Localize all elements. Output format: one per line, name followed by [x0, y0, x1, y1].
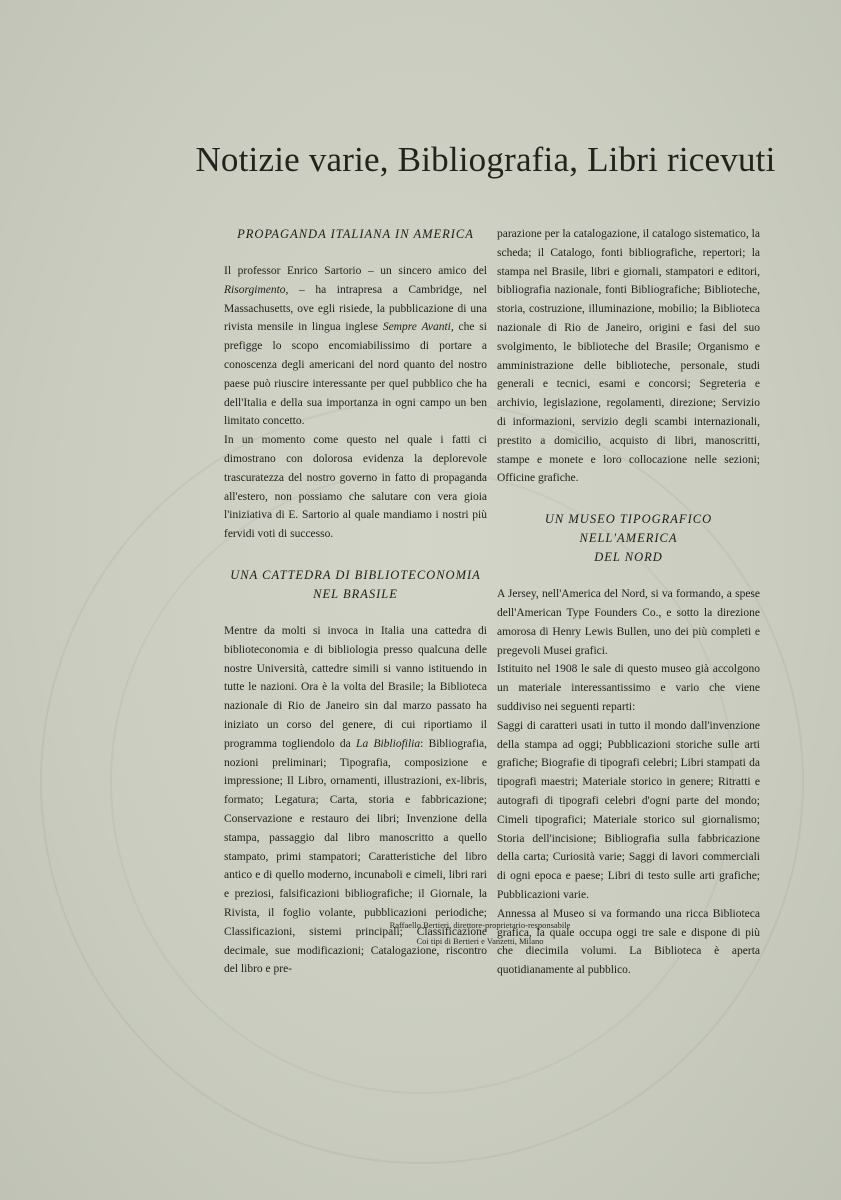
heading-line: UNA CATTEDRA DI BIBLIOTECONOMIA [230, 567, 481, 582]
section-heading-propaganda: PROPAGANDA ITALIANA IN AMERICA [237, 227, 474, 241]
text-run: : Bibliografia, nozioni preliminari; Tipografia, composizione e impressione; Il Libro, ornamenti, illustrazioni, ex-libris, formato; Legatura; Carta, storia e fabbricazione; Conservazione e restauro dei libri; Invenzione della stampa, passaggio dal libro manoscritto a quello stampato, primi stampatori; Caratteristiche del libro antico e di quello moderno, incunaboli e cimeli, libri rari e preziosi, falsificazioni bibliografiche; il Giornale, la Rivista, il foglio volante, pubblicazioni periodiche; Classificazioni, sistemi principali; Classificazione decimale, sue modificazioni; Catalogazione, riscontro del libro e pre- [224, 737, 488, 976]
footer-publisher-line: Raffaello Bertieri, direttore-proprietario-responsabile [389, 920, 571, 930]
paragraph-cattedra-continuation: parazione per la catalogazione, il catalogo sistematico, la scheda; il Catalogo, fonti bibliografiche, repertori; la stampa nel Brasile, libri e giornali, stampatori e editori, bibliografia nazionale, fonti Bibliografiche; Biblioteche, storia, costruzione, illuminazione, mobilio; la Biblioteca nazionale di Rio de Janeiro, origini e fasi del suo svolgimento, le biblioteche del Brasile; Organismo e amministrazione delle biblioteche, personale, studi generali e tecnici, esami e concorsi; Segreteria e archivio, legislazione, regolamenti, direzione; Servizio di informazioni, servizio degli scambi internazionali, prestito a domicilio, acquisto di libri, manoscritti, stampe e monete e loro collocazione nelle sezioni; Officine grafiche. [497, 228, 760, 485]
paragraph-museo-jersey: A Jersey, nell'America del Nord, si va formando, a spese dell'American Type Founders Co., e sotto la direzione amorosa di Henry Lewis Bullen, uno dei più completi e pregevoli Musei grafici. [497, 588, 760, 657]
paragraph-museo-biblioteca: Annessa al Museo si va formando una ricca Biblioteca grafica, la quale occupa oggi tre sale e dispone di più che diecimila volumi. La Biblioteca è aperta quotidianamente al pubblico. [497, 907, 760, 977]
footer-printer-line: Coi tipi di Bertieri e Vanzetti, Milano [416, 936, 544, 946]
heading-line: DEL NORD [594, 550, 663, 565]
section-heading-cattedra [224, 566, 487, 604]
text-run: – ha intrapresa a Cambridge, nel Massachusetts, ove egli risiede, la pubblicazione di una rivista mensile in lingua inglese [224, 283, 487, 334]
paragraph-museo-istituito: Istituito nel 1908 le sale di questo museo già accolgono un materiale interessantissimo e vario che viene suddiviso nei seguenti reparti: [497, 663, 760, 713]
left-column [224, 225, 487, 979]
text-run: che si prefigge lo scopo encomiabilissimo di portare a conoscenza degli americani del nord quanto del nostro paese può riuscire interessante per quel pubblico che ha dell'Italia e della sua importanza in ogni campo un ben limitato concetto. [224, 321, 487, 428]
heading-line: UN MUSEO TIPOGRAFICO NELL'AMERICA [544, 512, 713, 546]
text-run: Mentre da molti si invoca in Italia una cattedra di biblioteconomia e di bibliologia presso qualcuna delle nostre Università, cattedre simili si vanno istituendo in tutte le nazioni. Ora è la volta del Brasile; la Biblioteca nazionale di Rio de Janeiro sin dal marzo passato ha iniziato un corso del genere, di cui riportiamo il programma togliendolo da [224, 624, 487, 750]
text-run: Il professor Enrico Sartorio – un sincero amico del [224, 265, 487, 277]
heading-line: NEL BRASILE [313, 586, 398, 601]
paragraph-sartorio [224, 262, 487, 431]
italic-run: Risorgimento, [224, 283, 289, 296]
italic-run: Sempre Avanti, [382, 321, 454, 334]
italic-run: La Bibliofilia [356, 737, 421, 750]
right-column [497, 225, 760, 980]
paragraph-propaganda-estero: In un momento come questo nel quale i fatti ci dimostrano con dolorosa evidenza la deplorevole trascuratezza del nostro governo in fatto di propaganda all'estero, non possiamo che salutare con vera gioia l'iniziativa di E. Sartorio al quale mandiamo i nostri più fervidi voti di successo. [224, 434, 487, 541]
section-heading-museo [497, 510, 760, 567]
paragraph-museo-reparti: Saggi di caratteri usati in tutto il mondo dall'invenzione della stampa ad oggi; Pubblicazioni storiche sulle arti grafiche; Biografie di tipografi celebri; Libri stampati da tipografi maestri; Materiale storico in genere; Ritratti e autografi di tipografi celebri d'ogni parte del mondo; Cimeli tipografici; Materiale storico sul giornalismo; Storia dell'incisione; Bibliografia sulla fabbricazione della carta; Curiosità varie; Saggi di lavori commerciali di ogni epoca e paese; Libri di testo sulle arti grafiche; Pubblicazioni varie. [497, 719, 760, 901]
page-title: Notizie varie, Bibliografia, Libri ricevuti [195, 140, 776, 179]
